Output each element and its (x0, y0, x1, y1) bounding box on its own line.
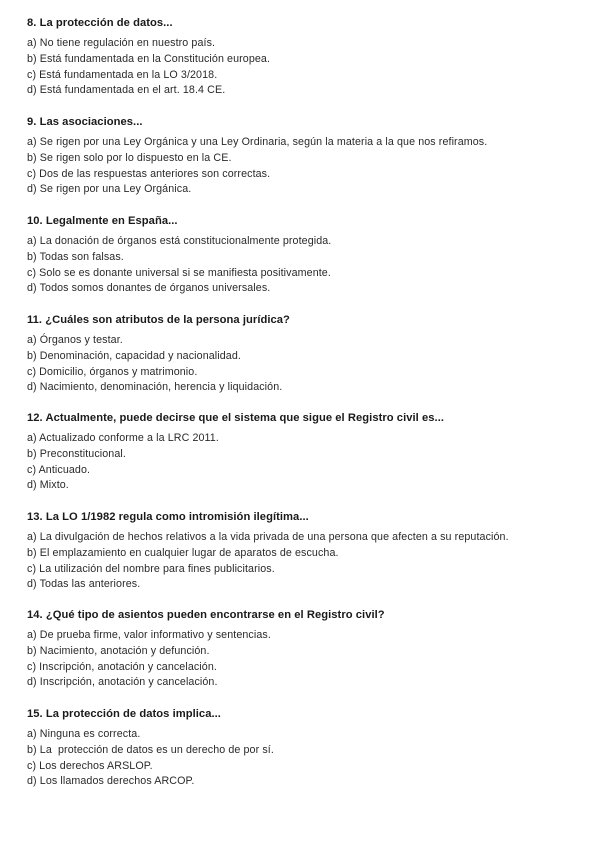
question-title: 12. Actualmente, puede decirse que el sistema que sigue el Registro civil es... (27, 412, 445, 424)
option-d: d) Los llamados derechos ARCOP. (27, 775, 195, 788)
option-b: b) Denominación, capacidad y nacionalidad. (27, 349, 241, 362)
question-title: 15. La protección de datos implica... (27, 708, 221, 720)
option-d: d) Está fundamentada en el art. 18.4 CE. (27, 84, 226, 97)
option-b: b) Nacimiento, anotación y defunción. (27, 644, 210, 657)
option-d: d) Mixto. (27, 479, 69, 492)
question-9 (27, 115, 587, 198)
option-a: a) Ninguna es correcta. (27, 728, 141, 740)
option-b: b) Está fundamentada en la Constitución europea. (27, 52, 271, 65)
option-b: b) Se rigen solo por lo dispuesto en la CE. (27, 151, 232, 164)
option-c: c) Solo se es donante universal si se manifiesta positivamente. (27, 266, 331, 279)
option-c: c) La utilización del nombre para fines publicitarios. (27, 562, 275, 575)
question-title: 11. ¿Cuáles son atributos de la persona jurídica? (27, 314, 290, 326)
option-a: a) Órganos y testar. (27, 334, 123, 346)
question-13 (27, 510, 587, 593)
option-c: c) Anticuado. (27, 463, 91, 476)
question-title: 8. La protección de datos... (27, 17, 173, 29)
option-b: b) El emplazamiento en cualquier lugar de aparatos de escucha. (27, 546, 339, 559)
question-12 (27, 411, 587, 494)
option-c: c) Domicilio, órganos y matrimonio. (27, 365, 198, 378)
question-title: 9. Las asociaciones... (27, 116, 143, 128)
option-d: d) Todos somos donantes de órganos universales. (27, 282, 271, 295)
question-title: 14. ¿Qué tipo de asientos pueden encontrarse en el Registro civil? (27, 609, 385, 621)
question-10 (27, 214, 587, 297)
option-c: c) Los derechos ARSLOP. (27, 759, 153, 772)
option-a: a) Se rigen por una Ley Orgánica y una Ley Ordinaria, según la materia a la que nos refiramos. (27, 136, 488, 148)
option-c: c) Está fundamentada en la LO 3/2018. (27, 68, 218, 81)
option-d: d) Todas las anteriores. (27, 578, 141, 591)
question-14 (27, 608, 587, 691)
option-d: d) Inscripción, anotación y cancelación. (27, 676, 218, 689)
option-c: c) Inscripción, anotación y cancelación. (27, 660, 217, 673)
option-a: a) De prueba firme, valor informativo y sentencias. (27, 629, 271, 641)
option-b: b) Preconstitucional. (27, 447, 126, 460)
option-b: b) La protección de datos es un derecho de por sí. (27, 743, 274, 756)
option-d: d) Se rigen por una Ley Orgánica. (27, 183, 192, 196)
option-c: c) Dos de las respuestas anteriores son correctas. (27, 167, 271, 180)
question-title: 13. La LO 1/1982 regula como intromisión ilegítima... (27, 511, 309, 523)
option-a: a) La divulgación de hechos relativos a la vida privada de una persona que afecten a su reputación. (27, 531, 509, 543)
option-b: b) Todas son falsas. (27, 250, 124, 263)
question-title: 10. Legalmente en España... (27, 215, 178, 227)
option-a: a) Actualizado conforme a la LRC 2011. (27, 432, 219, 444)
option-a: a) No tiene regulación en nuestro país. (27, 37, 216, 49)
option-a: a) La donación de órganos está constitucionalmente protegida. (27, 235, 332, 247)
question-8 (27, 16, 587, 99)
question-11 (27, 313, 587, 396)
option-d: d) Nacimiento, denominación, herencia y liquidación. (27, 381, 283, 394)
question-15 (27, 707, 587, 790)
